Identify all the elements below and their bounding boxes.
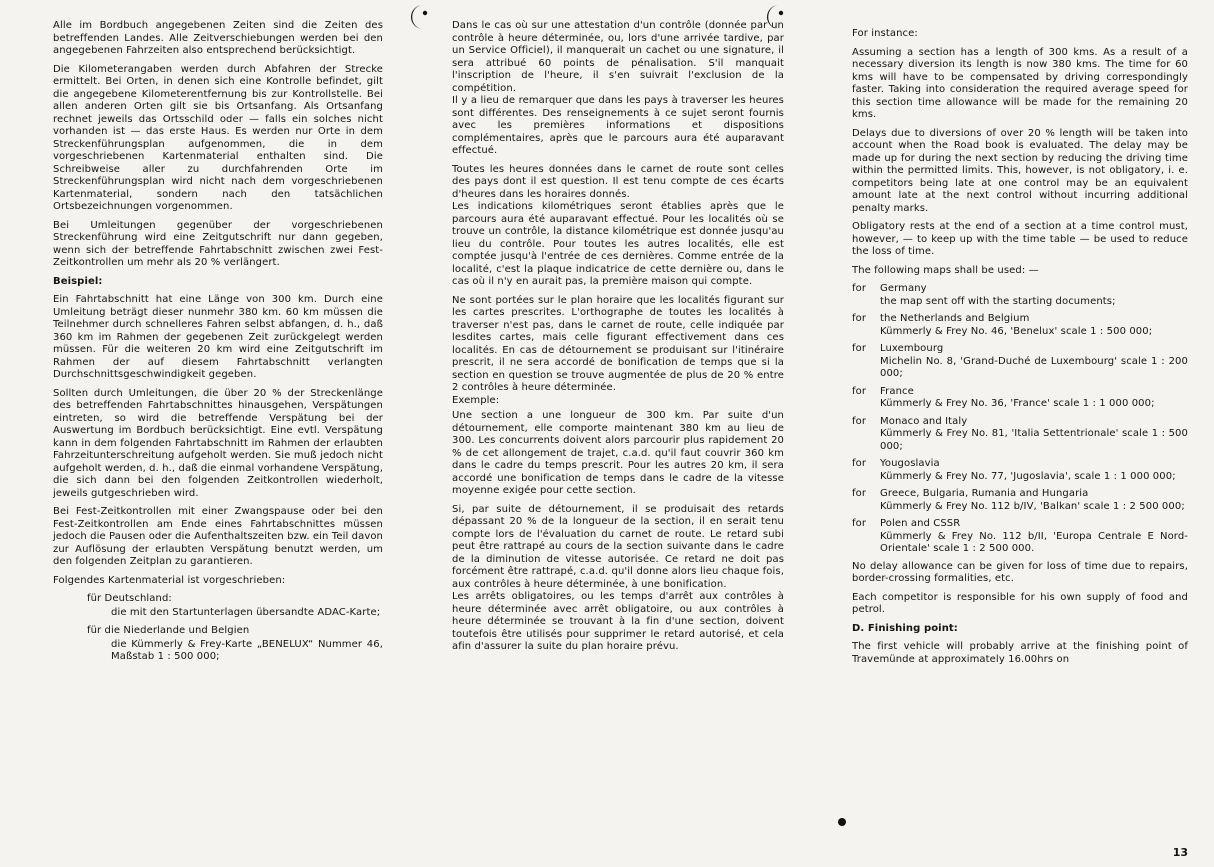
map-for: for — [852, 283, 867, 294]
paragraph: Bei Fest-Zeitkontrollen mit einer Zwangspause oder bei den Fest-Zeitkontrollen am Ende eines Fahrtabschnittes müssen jedoch die Pausen oder die Aufenthaltszeiten bzw. ein Teil davon zur Auflösung der erlaubten Verspätung benutzt werden, um den folgenden Zeitplan zu garantieren. — [53, 506, 383, 567]
map-for: for — [852, 385, 867, 397]
german-column — [53, 20, 383, 665]
map-country: Monaco and Italy — [880, 415, 968, 427]
paragraph: Die Kilometerangaben werden durch Abfahren der Strecke ermittelt. Bei Orten, in denen sich eine Kontrolle befindet, gilt die angegebene Kilometerentfernung bis zur Kontrollstelle. Bei allen anderen Orten gilt sie bis Ortsanfang. Als Ortsanfang rechnet jeweils das Ortsschild oder — falls ein solches nicht vorhanden ist — das erste Haus. Es werden nur Orte in dem Streckenführungsplan aufgenommen, die in dem vorgeschriebenen Kartenmaterial enthalten sind. Die Schreibweise aller zu durchfahrenden Orte im Streckenführungsplan wird nicht nach dem vorgeschriebenen Kartenmaterial, sondern nach den tatsächlichen Ortsbezeichnungen vorgenommen. — [53, 63, 383, 212]
paragraph: Ne sont portées sur le plan horaire que les localités figurant sur les cartes prescrites. L'orthographe de toutes les localités à traverser n'est pas, dans le carnet de route, celle indiquée par lesdites cartes, mais celle figurant effectivement dans ces localités. En cas de détournement se produisant sur l'itinéraire prescrit, il ne sera accordé de bonification de temps que si la section en question se trouve augmentée de plus de 20 % entre 2 contrôles à heure déterminée. — [452, 294, 784, 393]
paragraph: Les arrêts obligatoires, ou les temps d'arrêt aux contrôles à heure déterminée avec arrêt obligatoire, ou aux contrôles à heure déterminée se trouvant à la fin d'une section, doivent toutefois être utilisés pour supprimer le retard autorisé, et cela afin d'assurer la suite du plan horaire prévu. — [452, 591, 784, 652]
map-for: for — [852, 488, 867, 499]
map-country: the Netherlands and Belgium — [880, 313, 1030, 324]
paragraph: Les indications kilométriques seront établies après que le parcours aura été auparavant effectué. Pour les localités où se trouve un contrôle, la distance kilométrique est donnée jusqu'au lieu du contrôle. Pour toutes les autres localités, elle est comptée jusqu'à l'entrée de ces dernières. Comme entrée de la localité, c'est la plaque indicatrice de cette dernière ou, dans le cas où il n'y en aurait pas, la première maison qui compte. — [452, 201, 784, 287]
map-entry — [852, 416, 1188, 454]
map-country: Luxembourg — [880, 343, 944, 354]
map-detail: Kümmerly & Frey No. 77, 'Jugoslavia', scale 1 : 1 000 000; — [880, 470, 1176, 482]
maps-list — [852, 283, 1188, 556]
bullet-dot-icon — [838, 818, 846, 826]
map-country: Yougoslavia — [880, 458, 940, 469]
paragraph: Si, par suite de détournement, il se produisait des retards dépassant 20 % de la longueur de la section, il en serait tenu compte lors de l'évaluation du carnet de route. Le retard subi peut être rattrapé au cours de la section suivante dans le cadre de la diminution de vitesse autorisée. Ce retard ne doit pas forcément être rattrapé, c.a.d. qu'il donne alors lieu chaque fois, aux contrôles à heure déterminée, à une bonification. — [452, 503, 784, 590]
map-detail: Kümmerly & Frey No. 81, 'Italia Settentrionale' scale 1 : 500 000; — [880, 428, 1188, 452]
paragraph: Ein Fahrtabschnitt hat eine Länge von 300 km. Durch eine Umleitung beträgt dieser nunmehr 380 km. 60 km müssen die Teilnehmer durch schnelleres Fahren selbst abfangen, d. h., daß 360 km im Rahmen der gegebenen Zeit zurückgelegt werden müssen. Für die weiteren 20 km wird eine Zeitgutschrift im Rahmen der auf diesem Fahrtabschnitt verlangten Durchschnittsgeschwindigkeit gegeben. — [53, 294, 383, 380]
map-for: for — [852, 313, 867, 324]
paragraph: The first vehicle will probably arrive at the finishing point of Travemünde at approximately 16.00hrs on — [852, 641, 1188, 665]
paragraph: Bei Umleitungen gegenüber der vorgeschriebenen Streckenführung wird eine Zeitgutschrift nur dann gegeben, wenn sich der betreffende Fahrtabschnitt zwischen zwei Fest-Zeitkontrollen um mehr als 20 % verlängert. — [53, 219, 383, 268]
map-country: für die Niederlande und Belgien — [87, 625, 250, 636]
map-detail: die mit den Startunterlagen übersandte ADAC-Karte; — [111, 606, 381, 618]
map-entry — [852, 343, 1188, 381]
map-country: für Deutschland: — [87, 593, 172, 604]
map-country: Germany — [880, 283, 927, 294]
map-detail: Kümmerly & Frey No. 112 b/II, 'Europa Centrale E Nord-Orientale' scale 1 : 2 500 000. — [880, 530, 1188, 554]
paragraph: Alle im Bordbuch angegebenen Zeiten sind die Zeiten des betreffenden Landes. Alle Zeitverschiebungen werden bei den angegebenen Fahrzeiten also entsprechend berücksichtigt. — [53, 20, 383, 56]
map-detail: Kümmerly & Frey No. 112 b/IV, 'Balkan' scale 1 : 2 500 000; — [880, 500, 1185, 512]
map-for: for — [852, 518, 867, 529]
map-detail: Kümmerly & Frey No. 36, 'France' scale 1 : 1 000 000; — [880, 398, 1155, 409]
map-country: Polen and CSSR — [880, 518, 961, 529]
section-heading: D. Finishing point: — [852, 622, 958, 634]
map-country: Greece, Bulgaria, Rumania and Hungaria — [880, 488, 1089, 499]
map-detail: die Kümmerly & Frey-Karte „BENELUX“ Nummer 46, Maßstab 1 : 500 000; — [111, 638, 383, 662]
map-entry — [852, 386, 1188, 411]
french-column — [452, 20, 784, 660]
map-for: for — [852, 458, 867, 469]
paragraph: Il y a lieu de remarquer que dans les pays à traverser les heures sont différentes. Des renseignements à ce sujet seront fournis avec les premières informations et dispositions complémentaires, après que le parcours aura été auparavant effectué. — [452, 95, 784, 156]
map-for: for — [852, 415, 867, 427]
maps-heading: The following maps shall be used: — — [852, 264, 1039, 276]
paragraph: Obligatory rests at the end of a section at a time control must, however, — to keep up with the time table — be used to reduce the loss of time. — [852, 221, 1188, 257]
example-heading: Beispiel: — [53, 275, 103, 287]
paragraph: Sollten durch Umleitungen, die über 20 % der Streckenlänge des betreffenden Fahrtabschnittes hinausgehen, Verspätungen eintreten, so wird die betreffende Verspätung bei der Auswertung im Bordbuch berücksichtigt. Eine evtl. Verspätung kann in dem folgenden Fahrtabschnitt im Rahmen der erlaubten Fahrzeitunterschreitung aufgeholt werden. Sie muß jedoch nicht aufgeholt werden, d. h., daß die einmal vorhandene Verspätung, die sich dann bei den folgenden Zeitkontrollen wiederholt, jeweils gutgeschrieben wird. — [53, 387, 383, 499]
map-entry — [852, 313, 1188, 338]
map-country: France — [880, 385, 914, 397]
page-number: 13 — [1172, 846, 1188, 859]
paragraph: Assuming a section has a length of 300 kms. As a result of a necessary diversion its length is now 380 kms. The time for 60 kms will have to be compensated by driving correspondingly faster. Taking into consideration the required average speed for this section time allowance will be made for the remaining 20 kms. — [852, 46, 1188, 120]
paragraph: Dans le cas où sur une attestation d'un contrôle (donnée par un contrôle à heure déterminée, ou, lors d'une arrivée tardive, par un Service Officiel), il manquerait un cachet ou une signature, il sera attribué 60 points de pénalisation. S'il manquait l'inscription de l'heure, il s'en suivrait l'exclusion de la compétition. — [452, 20, 784, 94]
paragraph: Une section a une longueur de 300 km. Par suite d'un détournement, elle comporte maintenant 380 km au lieu de 300. Les concurrents doivent alors parcourir plus rapidement 20 % de cet allongement de trajet, c.a.d. qu'il faut couvrir 360 km dans le cadre du temps prescrit. Pour les autres 20 km, il sera accordé une bonification de temps dans le cadre de la vitesse moyenne exigée pour cette section. — [452, 410, 784, 496]
paragraph: Each competitor is responsible for his own supply of food and petrol. — [852, 591, 1188, 615]
map-entry — [852, 458, 1188, 483]
maps-heading: Folgendes Kartenmaterial ist vorgeschrieben: — [53, 574, 286, 586]
crescent-logo-icon — [406, 2, 432, 32]
map-entry — [852, 488, 1188, 513]
paragraph: Toutes les heures données dans le carnet de route sont celles des pays dont il est question. Il est tenu compte de ces écarts d'heures dans les horaires donnés. — [452, 163, 784, 200]
example-heading: Exemple: — [452, 394, 500, 406]
map-entry — [852, 283, 1188, 308]
map-for: for — [852, 343, 867, 354]
map-entry — [852, 518, 1188, 556]
english-column — [852, 28, 1188, 672]
map-detail: Michelin No. 8, 'Grand-Duché de Luxembourg' scale 1 : 200 000; — [880, 355, 1188, 379]
map-detail: the map sent off with the starting documents; — [880, 295, 1116, 307]
map-detail: Kümmerly & Frey No. 46, 'Benelux' scale 1 : 500 000; — [880, 325, 1153, 337]
paragraph: No delay allowance can be given for loss of time due to repairs, border-crossing formalities, etc. — [852, 560, 1188, 584]
paragraph: Delays due to diversions of over 20 % length will be taken into account when the Road book is evaluated. The delay may be made up for during the next section by reducing the driving time within the permitted limits. This, however, is not obligatory, i. e. competitors being late at one control may be an equivalent amount late at the next control without incurring additional penalty marks. — [852, 127, 1188, 214]
example-heading: For instance: — [852, 28, 918, 39]
